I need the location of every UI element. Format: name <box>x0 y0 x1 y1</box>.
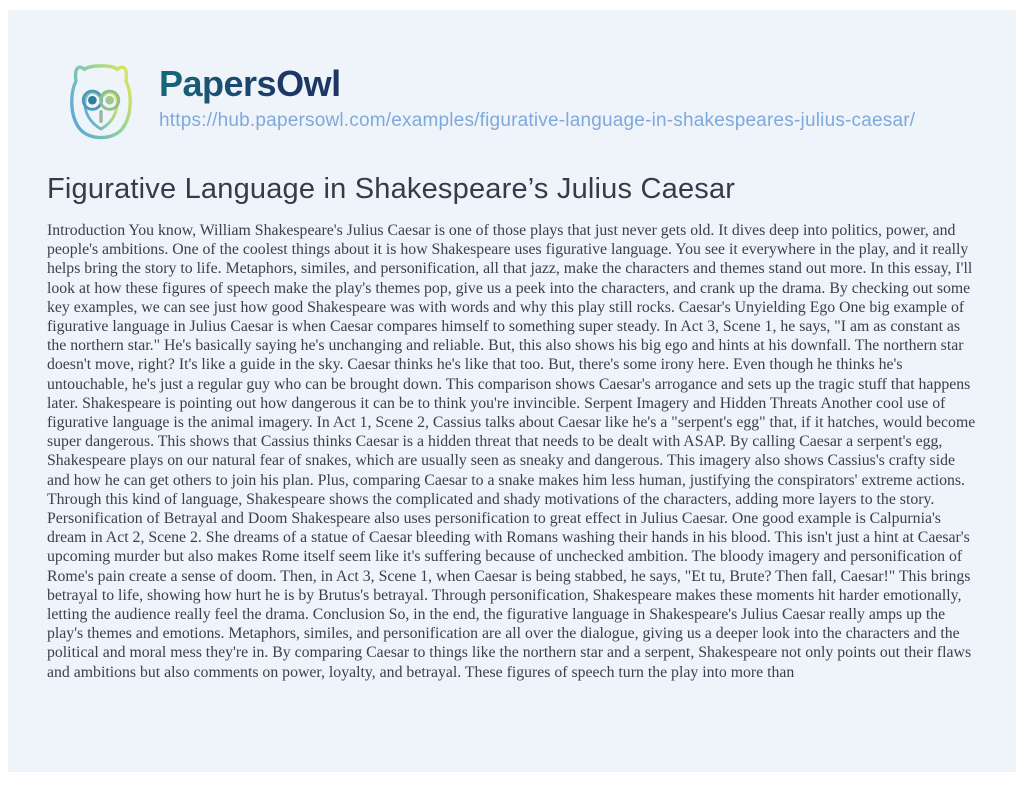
brand-name: PapersOwl <box>159 63 341 104</box>
source-url[interactable]: https://hub.papersowl.com/examples/figurative-language-in-shakespeares-julius-caesar/ <box>159 109 916 131</box>
document-page <box>8 10 1016 772</box>
site-header <box>47 56 915 152</box>
papersowl-logo[interactable] <box>47 56 155 152</box>
page-title: Figurative Language in Shakespeare’s Julius Caesar <box>47 173 736 205</box>
owl-icon <box>47 56 155 152</box>
article-body: Introduction You know, William Shakespeare's Julius Caesar is one of those plays that just never gets old. It dives deep into politics, power, and people's ambitions. One of the coolest things about it is how Shakespeare uses figurative language. You see it everywhere in the play, and it really helps bring the story to life. Metaphors, similes, and personification, all that jazz, make the characters and themes stand out more. In this essay, I'll look at how these figures of speech make the play's themes pop, give us a peek into the characters, and crank up the drama. By checking out some key examples, we can see just how good Shakespeare was with words and why this play still rocks. Caesar's Unyielding Ego One big example of figurative language in Julius Caesar is when Caesar compares himself to something super steady. In Act 3, Scene 1, he says, "I am as constant as the northern star." He's basically saying he's unchanging and reliable. But, this also shows his big ego and hints at his downfall. The northern star doesn't move, right? It's like a guide in the sky. Caesar thinks he's like that too. But, there's some irony here. Even though he thinks he's untouchable, he's just a regular guy who can be brought down. This comparison shows Caesar's arrogance and sets up the tragic stuff that happens later. Shakespeare is pointing out how dangerous it can be to think you're invincible. Serpent Imagery and Hidden Threats Another cool use of figurative language is the animal imagery. In Act 1, Scene 2, Cassius talks about Caesar like he's a "serpent's egg" that, if it hatches, would become super dangerous. This shows that Cassius thinks Caesar is a hidden threat that needs to be dealt with ASAP. By calling Caesar a serpent's egg, Shakespeare plays on our natural fear of snakes, which are usually seen as sneaky and dangerous. This imagery also shows Cassius's crafty side and how he can get others to join his plan. Plus, comparing Caesar to a snake makes him less human, justifying the conspirators' extreme actions. Through this kind of language, Shakespeare shows the complicated and shady motivations of the characters, adding more layers to the story. Personification of Betrayal and Doom Shakespeare also uses personification to great effect in Julius Caesar. One good example is Calpurnia's dream in Act 2, Scene 2. She dreams of a statue of Caesar bleeding with Romans washing their hands in his blood. This isn't just a hint at Caesar's upcoming murder but also makes Rome itself seem like it's suffering because of unchecked ambition. The bloody imagery and personification of Rome's pain create a sense of doom. Then, in Act 3, Scene 1, when Caesar is being stabbed, he says, "Et tu, Brute? Then fall, Caesar!" This brings betrayal to life, showing how hurt he is by Brutus's betrayal. Through personification, Shakespeare makes these moments hit harder emotionally, letting the audience really feel the drama. Conclusion So, in the end, the figurative language in Shakespeare's Julius Caesar really amps up the play's themes and emotions. Metaphors, similes, and personification are all over the dialogue, giving us a deeper look into the characters and the political and moral mess they're in. By comparing Caesar to things like the northern star and a serpent, Shakespeare not only points out their flaws and ambitions but also comments on power, loyalty, and betrayal. These figures of speech turn the play into more than <box>47 222 976 681</box>
brand-block <box>159 56 915 132</box>
